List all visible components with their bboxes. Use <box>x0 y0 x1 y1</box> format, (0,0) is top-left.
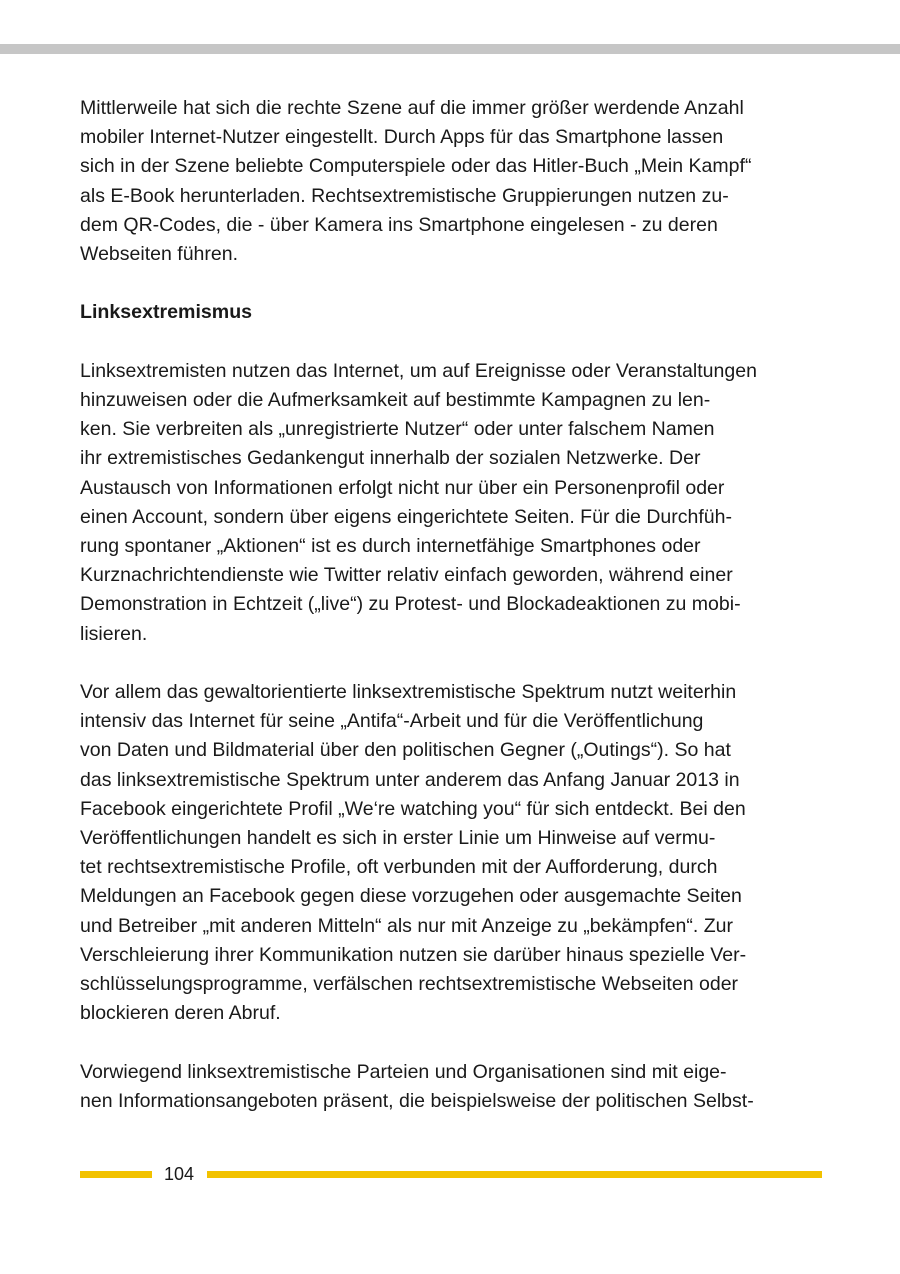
text-line: Webseiten führen. <box>80 243 239 266</box>
text-line: tet rechtsextremistische Profile, oft verbunden mit der Aufforderung, durch <box>80 856 718 879</box>
text-line: Linksextremisten nutzen das Internet, um auf Ereignisse oder Veranstaltungen <box>80 359 757 382</box>
text-line: lisieren. <box>80 622 148 645</box>
paragraph-spacer <box>80 328 825 357</box>
text-line: von Daten und Bildmaterial über den politischen Gegner („Outings“). So hat <box>80 739 731 762</box>
footer-accent-bar-right <box>207 1171 822 1178</box>
text-line: blockieren deren Abruf. <box>80 1002 281 1025</box>
text-line: Demonstration in Echtzeit („live“) zu Protest- und Blockadeaktionen zu mobi- <box>80 593 741 616</box>
footer-accent-bar-left <box>80 1171 152 1178</box>
text-line: Mittlerweile hat sich die rechte Szene auf die immer größer werdende Anzahl <box>80 97 744 119</box>
text-line: nen Informationsangeboten präsent, die beispielsweise der politischen Selbst- <box>80 1089 754 1112</box>
text-line: Austausch von Informationen erfolgt nicht nur über ein Personenprofil oder <box>80 476 725 499</box>
paragraph-3 <box>80 678 825 1028</box>
paragraph-4 <box>80 1058 825 1116</box>
text-line: Facebook eingerichtete Profil „We‘re watching you“ für sich entdeckt. Bei den <box>80 797 746 820</box>
section-heading: Linksextremismus <box>80 301 253 324</box>
text-line: ihr extremistisches Gedankengut innerhalb der sozialen Netzwerke. Der <box>80 447 701 470</box>
text-line: als E-Book herunterladen. Rechtsextremistische Gruppierungen nutzen zu- <box>80 184 729 207</box>
text-line: sich in der Szene beliebte Computerspiele oder das Hitler-Buch „Mein Kampf“ <box>80 155 752 178</box>
text-line: intensiv das Internet für seine „Antifa“-Arbeit und für die Veröffentlichung <box>80 710 704 733</box>
text-line: ken. Sie verbreiten als „unregistrierte Nutzer“ oder unter falschem Namen <box>80 418 715 441</box>
text-line: hinzuweisen oder die Aufmerksamkeit auf bestimmte Kampagnen zu len- <box>80 389 711 411</box>
top-divider <box>0 44 900 54</box>
text-line: Verschleierung ihrer Kommunikation nutzen sie darüber hinaus spezielle Ver- <box>80 943 747 966</box>
text-line: Veröffentlichungen handelt es sich in erster Linie um Hinweise auf vermu- <box>80 827 716 850</box>
text-line: rung spontaner „Aktionen“ ist es durch internetfähige Smartphones oder <box>80 535 701 558</box>
text-line: mobiler Internet-Nutzer eingestellt. Durch Apps für das Smartphone lassen <box>80 126 724 149</box>
paragraph-spacer <box>80 1028 825 1057</box>
text-line: Vor allem das gewaltorientierte linksextremistische Spektrum nutzt weiterhin <box>80 681 737 704</box>
paragraph-2 <box>80 357 825 649</box>
page-body <box>80 94 825 1116</box>
text-line: Meldungen an Facebook gegen diese vorzugehen oder ausgemachte Seiten <box>80 885 742 908</box>
text-line: Kurznachrichtendienste wie Twitter relativ einfach geworden, während einer <box>80 564 733 587</box>
text-line: schlüsselungsprogramme, verfälschen rechtsextremistische Webseiten oder <box>80 973 739 996</box>
text-line: einen Account, sondern über eigens eingerichtete Seiten. Für die Durchfüh- <box>80 505 733 528</box>
text-line: das linksextremistische Spektrum unter anderem das Anfang Januar 2013 in <box>80 768 740 791</box>
page-number: 104 <box>164 1164 195 1184</box>
text-line: dem QR-Codes, die - über Kamera ins Smartphone eingelesen - zu deren <box>80 213 718 236</box>
text-line: und Betreiber „mit anderen Mitteln“ als nur mit Anzeige zu „bekämpfen“. Zur <box>80 914 733 937</box>
page-footer <box>80 1162 822 1186</box>
text-line: Vorwiegend linksextremistische Parteien und Organisationen sind mit eige- <box>80 1060 727 1083</box>
paragraph-spacer <box>80 649 825 678</box>
paragraph-1 <box>80 94 825 269</box>
paragraph-spacer <box>80 269 825 298</box>
